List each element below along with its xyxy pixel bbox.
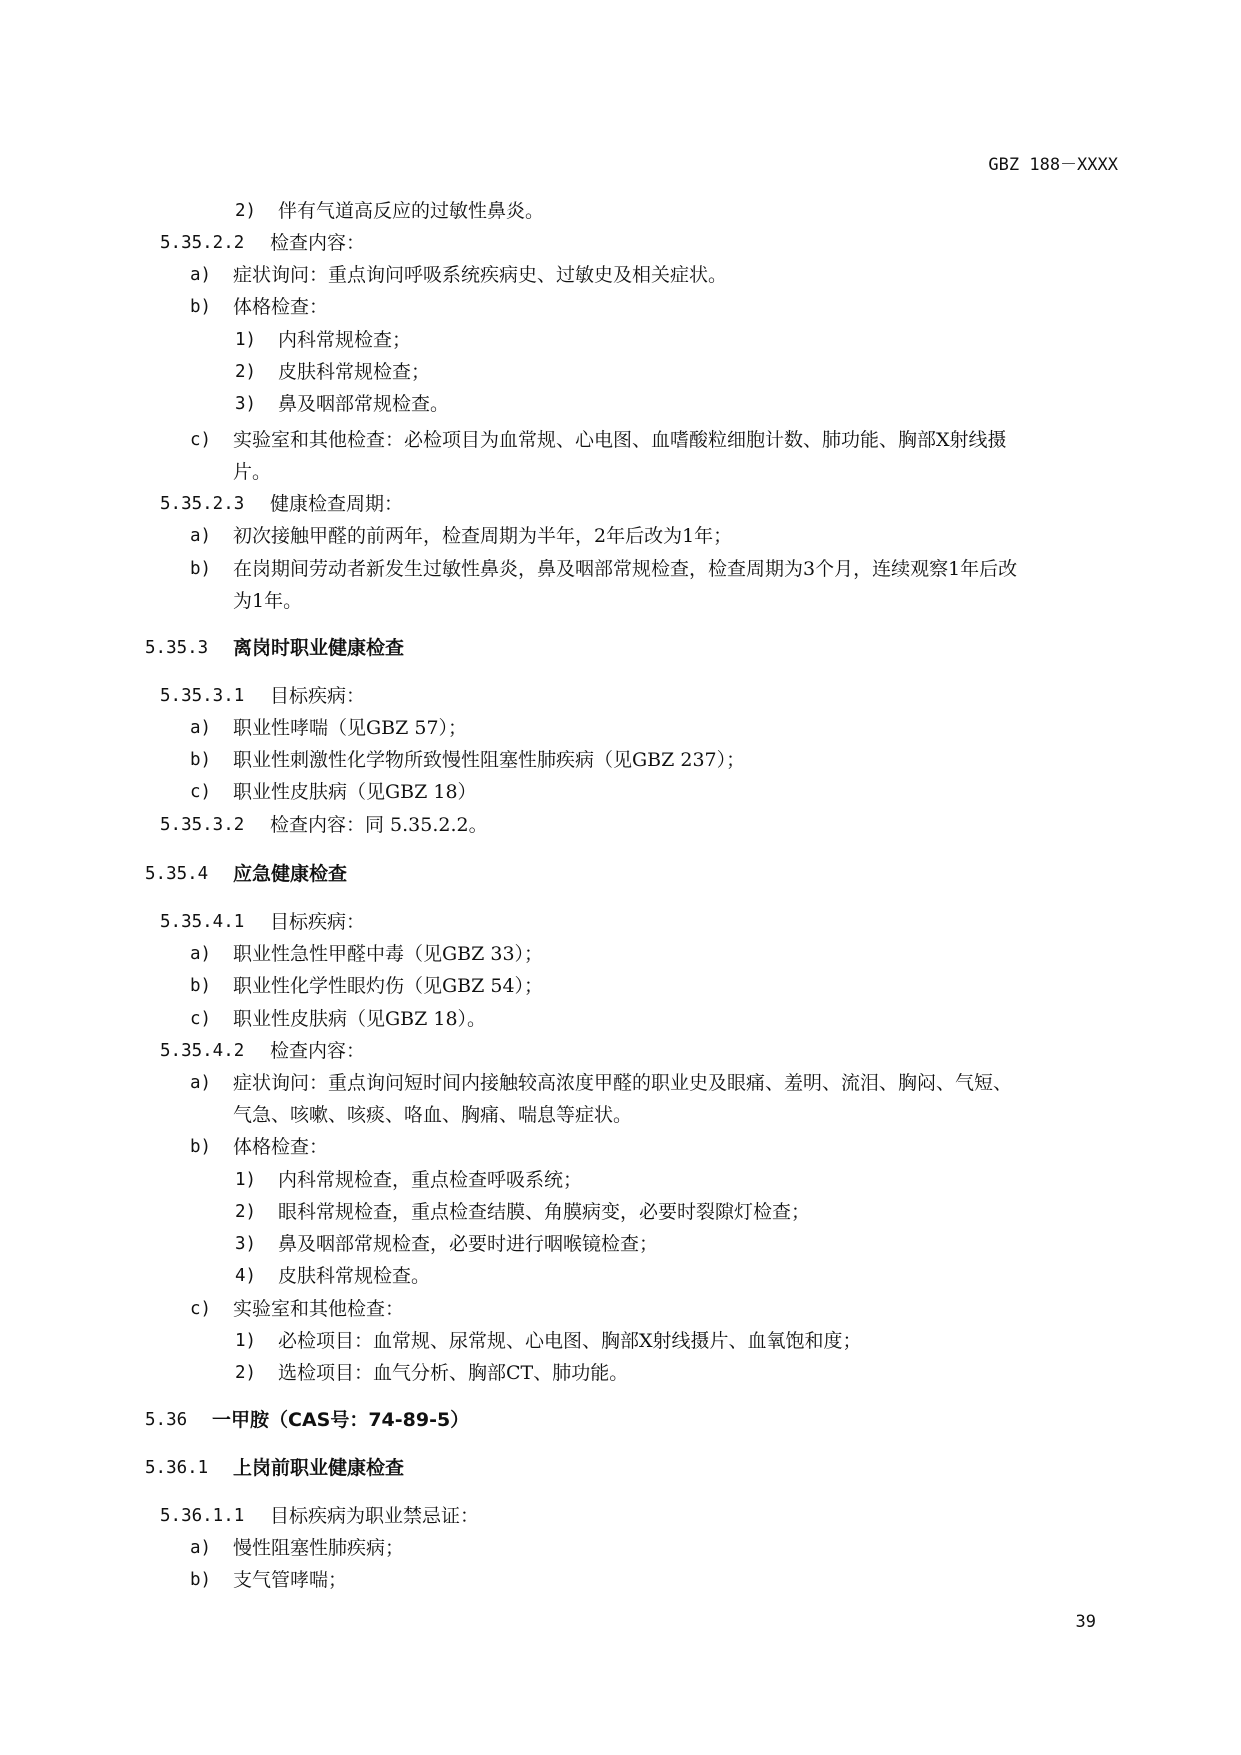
clause-text: 健康检查周期：	[270, 493, 404, 515]
clause-number: 2)	[235, 1363, 257, 1383]
clause-number: 5.35.3.1	[160, 686, 245, 706]
clause-number: b)	[190, 559, 212, 579]
clause-number: a)	[190, 265, 212, 285]
clause-text: 慢性阻塞性肺疾病；	[233, 1537, 405, 1559]
clause-number: b)	[190, 1570, 212, 1590]
clause-text: 眼科常规检查，重点检查结膜、角膜病变，必要时裂隙灯检查；	[278, 1201, 811, 1223]
clause-number: 2)	[235, 1202, 257, 1222]
clause-number: 5.35.4	[145, 864, 209, 884]
clause-number: 2)	[235, 201, 257, 221]
clause-text: 职业性急性甲醛中毒（见GBZ 33）；	[233, 943, 544, 965]
clause-text: 鼻及咽部常规检查。	[278, 393, 450, 415]
clause-text: 内科常规检查，重点检查呼吸系统；	[278, 1169, 583, 1191]
clause-text: 皮肤科常规检查。	[278, 1265, 431, 1287]
clause-text: 离岗时职业健康检查	[233, 637, 405, 659]
clause-number: c)	[190, 1299, 212, 1319]
clause-text: 支气管哮喘；	[233, 1569, 348, 1591]
clause-text: 实验室和其他检查：	[233, 1298, 405, 1320]
clause-number: 3)	[235, 394, 257, 414]
clause-text: 初次接触甲醛的前两年，检查周期为半年，2年后改为1年；	[233, 525, 733, 547]
clause-number: 5.36.1.1	[160, 1506, 245, 1526]
clause-number: b)	[190, 750, 212, 770]
clause-number: 4)	[235, 1266, 257, 1286]
clause-text: 伴有气道高反应的过敏性鼻炎。	[278, 200, 545, 222]
document-code: GBZ 188－XXXX	[988, 155, 1118, 175]
clause-number: b)	[190, 1137, 212, 1157]
clause-number: c)	[190, 782, 212, 802]
clause-text: 为1年。	[233, 590, 303, 612]
clause-number: a)	[190, 1073, 212, 1093]
clause-text: 皮肤科常规检查；	[278, 361, 431, 383]
clause-text: 职业性哮喘（见GBZ 57）；	[233, 717, 468, 739]
clause-number: 5.35.2.2	[160, 233, 245, 253]
clause-number: b)	[190, 976, 212, 996]
clause-number: 5.35.3.2	[160, 815, 245, 835]
clause-text: 职业性化学性眼灼伤（见GBZ 54）；	[233, 975, 544, 997]
clause-number: 1)	[235, 1331, 257, 1351]
clause-number: 5.35.4.1	[160, 912, 245, 932]
clause-text: 选检项目：血气分析、胸部CT、肺功能。	[278, 1362, 629, 1384]
clause-text: 片。	[233, 461, 272, 483]
clause-number: 5.36	[145, 1410, 188, 1430]
clause-text: 上岗前职业健康检查	[233, 1457, 405, 1479]
clause-text: 检查内容：	[270, 232, 366, 254]
clause-text: 症状询问：重点询问短时间内接触较高浓度甲醛的职业史及眼痛、羞明、流泪、胸闷、气短、	[233, 1072, 1013, 1094]
clause-number: c)	[190, 430, 212, 450]
clause-text: 职业性皮肤病（见GBZ 18）	[233, 781, 477, 803]
clause-text: 检查内容：	[270, 1040, 366, 1062]
clause-number: a)	[190, 718, 212, 738]
clause-number: a)	[190, 1538, 212, 1558]
clause-text: 鼻及咽部常规检查，必要时进行咽喉镜检查；	[278, 1233, 659, 1255]
clause-number: a)	[190, 944, 212, 964]
clause-number: 1)	[235, 1170, 257, 1190]
clause-text: 体格检查：	[233, 1136, 329, 1158]
clause-text: 气急、咳嗽、咳痰、咯血、胸痛、喘息等症状。	[233, 1104, 633, 1126]
clause-text: 目标疾病为职业禁忌证：	[270, 1505, 480, 1527]
clause-number: 5.35.3	[145, 638, 209, 658]
clause-number: 3)	[235, 1234, 257, 1254]
clause-text: 实验室和其他检查：必检项目为血常规、心电图、血嗜酸粒细胞计数、肺功能、胸部X射线摄	[233, 429, 1007, 451]
clause-text: 一甲胺（CAS号：74-89-5）	[212, 1409, 470, 1431]
clause-text: 在岗期间劳动者新发生过敏性鼻炎，鼻及咽部常规检查，检查周期为3个月，连续观察1年后改	[233, 558, 1018, 580]
clause-number: a)	[190, 526, 212, 546]
clause-text: 体格检查：	[233, 296, 329, 318]
clause-text: 应急健康检查	[233, 863, 348, 885]
clause-number: 2)	[235, 362, 257, 382]
clause-text: 检查内容：同 5.35.2.2。	[270, 814, 488, 836]
clause-text: 必检项目：血常规、尿常规、心电图、胸部X射线摄片、血氧饱和度；	[278, 1330, 862, 1352]
clause-text: 目标疾病：	[270, 685, 366, 707]
clause-text: 症状询问：重点询问呼吸系统疾病史、过敏史及相关症状。	[233, 264, 728, 286]
clause-text: 内科常规检查；	[278, 329, 412, 351]
clause-text: 目标疾病：	[270, 911, 366, 933]
clause-number: 5.35.2.3	[160, 494, 245, 514]
clause-number: 5.36.1	[145, 1458, 209, 1478]
page-number: 39	[1075, 1612, 1096, 1632]
clause-number: 5.35.4.2	[160, 1041, 245, 1061]
clause-number: c)	[190, 1009, 212, 1029]
clause-text: 职业性皮肤病（见GBZ 18）。	[233, 1008, 487, 1030]
clause-number: b)	[190, 297, 212, 317]
clause-number: 1)	[235, 330, 257, 350]
clause-text: 职业性刺激性化学物所致慢性阻塞性肺疾病（见GBZ 237）；	[233, 749, 746, 771]
